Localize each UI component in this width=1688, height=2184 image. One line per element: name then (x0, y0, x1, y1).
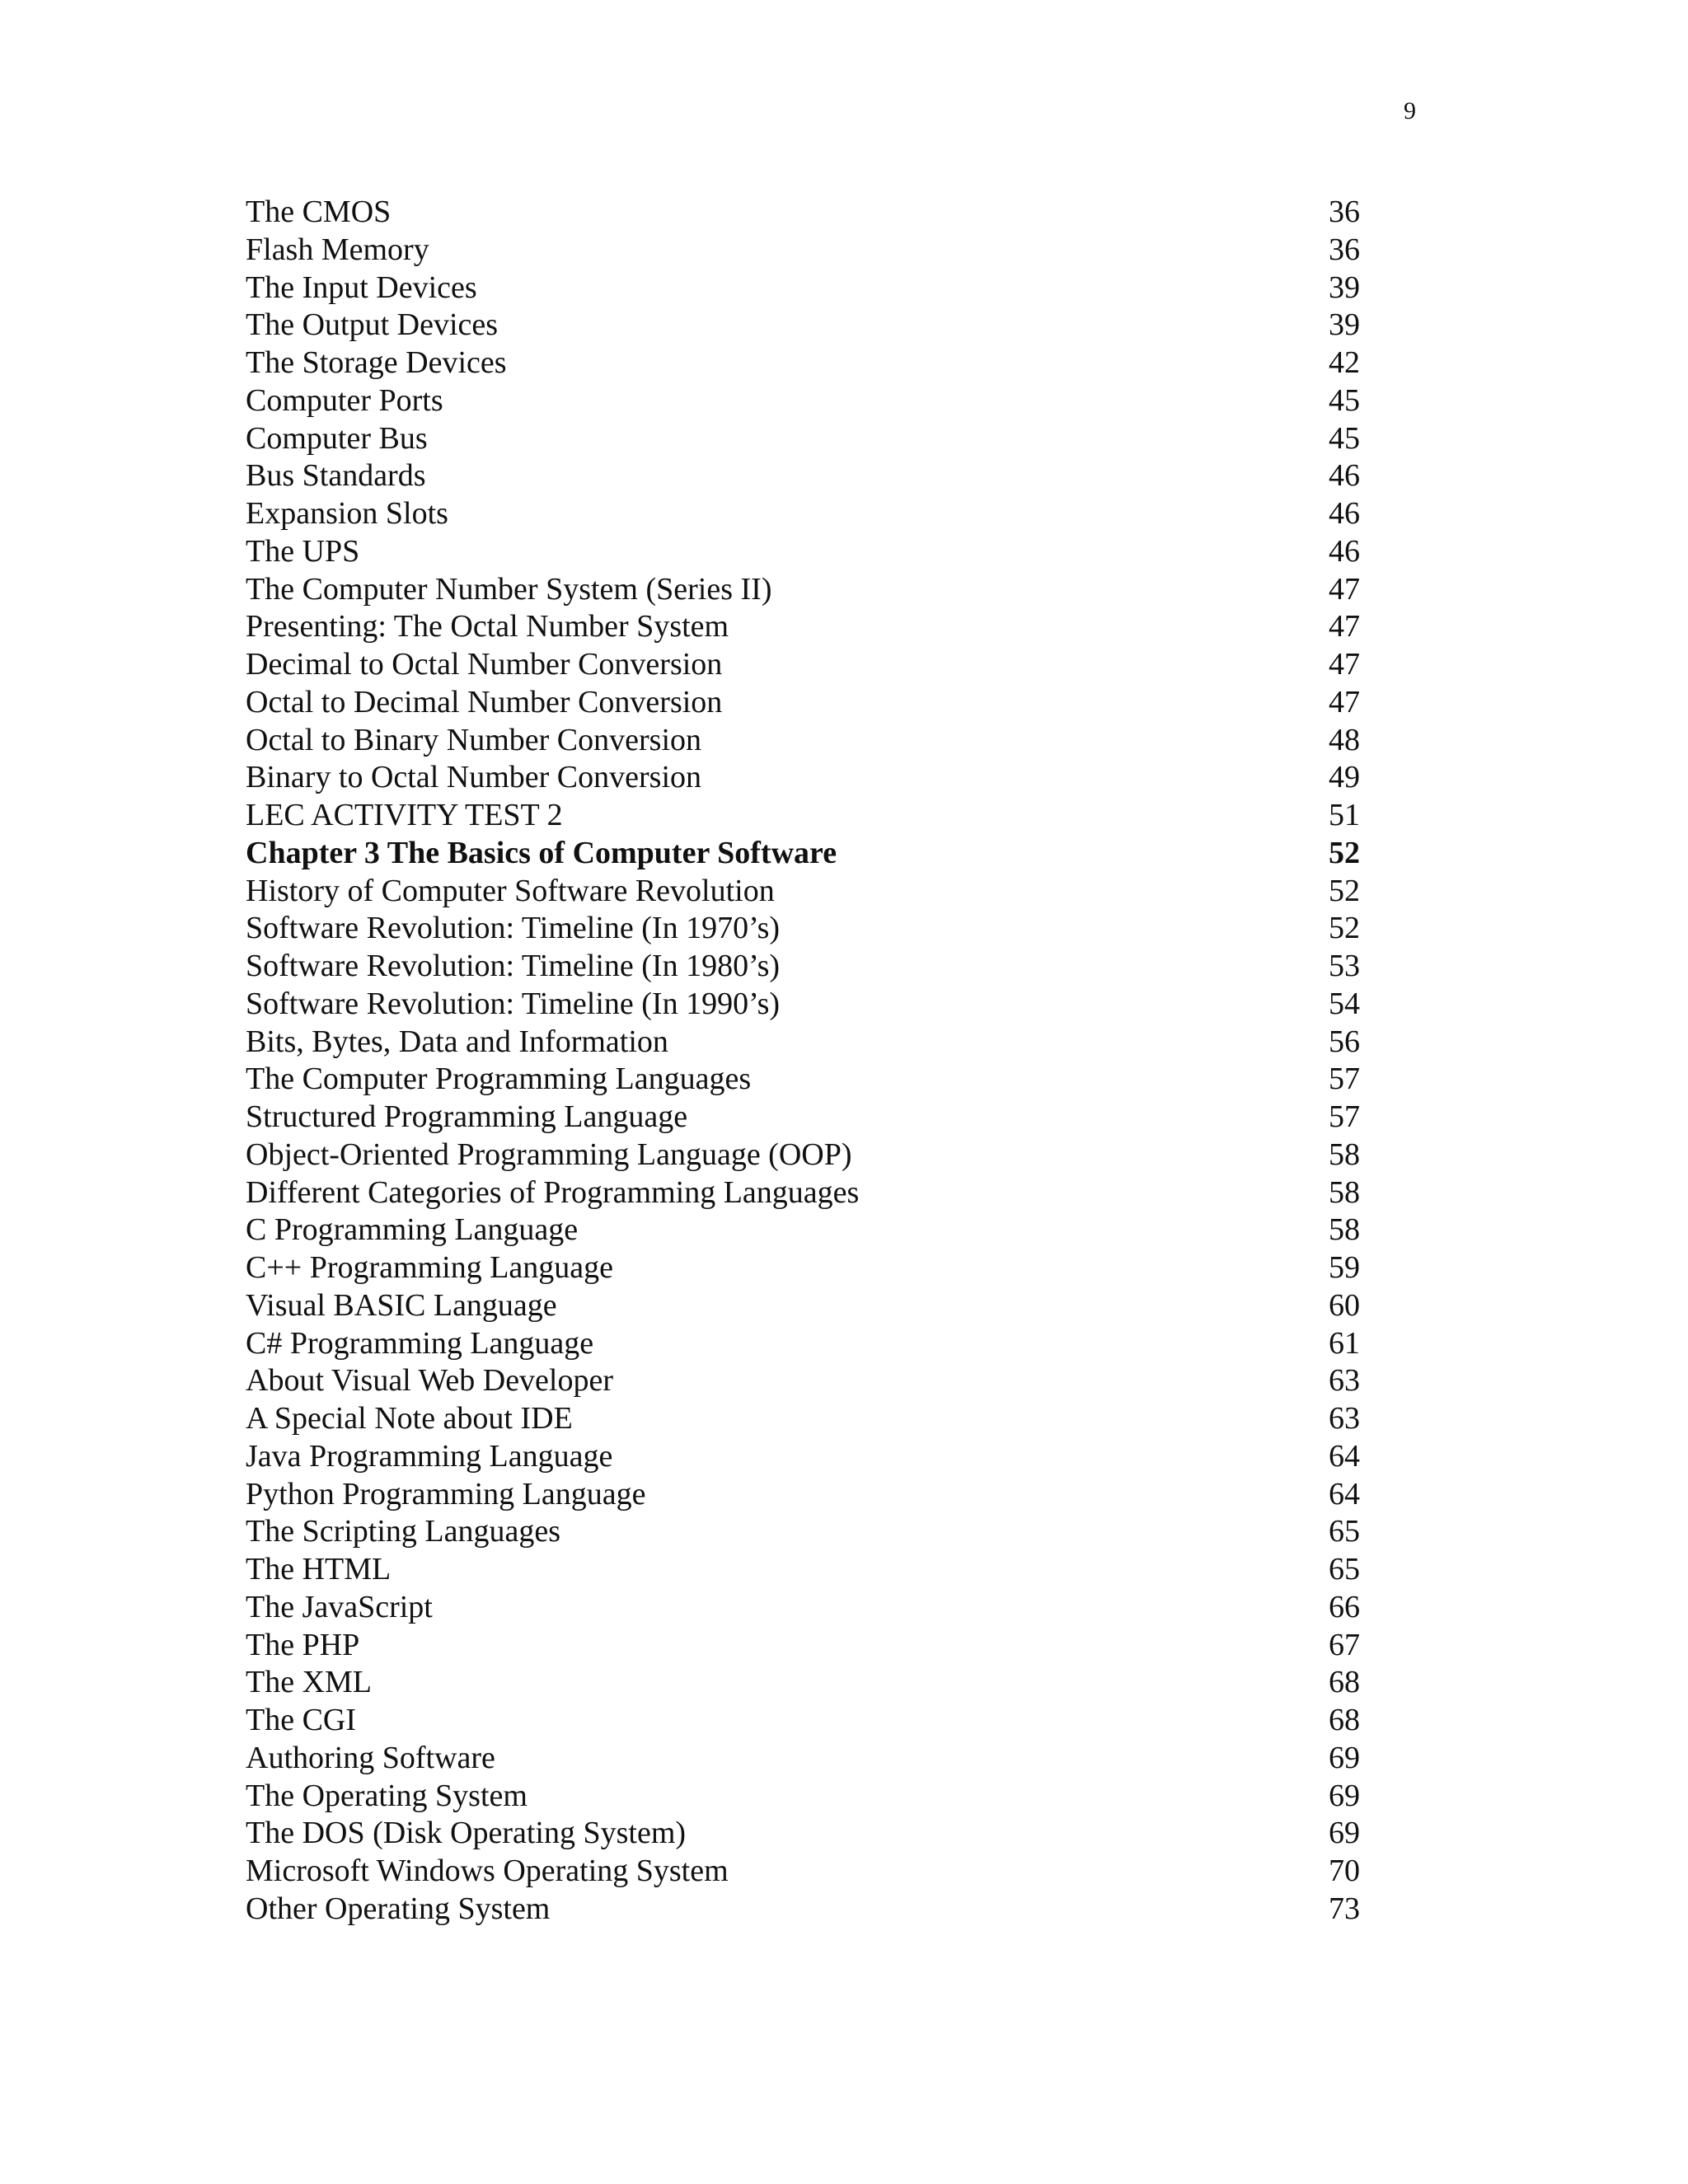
toc-entry-title: The PHP (246, 1627, 360, 1662)
toc-entry (246, 1513, 1360, 1551)
toc-entry (246, 1853, 1360, 1891)
toc-entry-title: Presenting: The Octal Number System (246, 609, 729, 644)
toc-entry-page: 46 (1329, 496, 1360, 531)
toc-entry (246, 457, 1360, 495)
toc-entry-page: 58 (1329, 1137, 1360, 1172)
toc-entry-page: 70 (1329, 1854, 1360, 1888)
toc-entry-title: The UPS (246, 533, 360, 569)
toc-entry-page: 53 (1329, 949, 1360, 983)
toc-entry-title: C# Programming Language (246, 1325, 594, 1361)
toc-entry (246, 722, 1360, 760)
toc-entry-page: 60 (1329, 1287, 1360, 1323)
toc-entry (246, 382, 1360, 420)
toc-entry-title: Octal to Binary Number Conversion (246, 722, 702, 757)
toc-entry-page: 61 (1329, 1325, 1360, 1361)
toc-entry-page: 69 (1329, 1816, 1360, 1851)
toc-entry-page: 47 (1329, 609, 1360, 644)
toc-entry (246, 684, 1360, 722)
toc-entry-title: History of Computer Software Revolution (246, 873, 775, 908)
toc-entry-title: C++ Programming Language (246, 1250, 613, 1285)
toc-entry-title: Binary to Octal Number Conversion (246, 760, 702, 795)
toc-entry-title: Object-Oriented Programming Language (OOP) (246, 1137, 852, 1172)
toc-entry-title: Visual BASIC Language (246, 1287, 557, 1323)
toc-entry (246, 1778, 1360, 1816)
toc-entry (246, 1287, 1360, 1325)
toc-entry-title: Computer Ports (246, 382, 443, 418)
toc-entry-page: 39 (1329, 269, 1360, 305)
toc-entry-page: 69 (1329, 1740, 1360, 1775)
toc-entry-title: The DOS (Disk Operating System) (246, 1816, 687, 1851)
toc-entry (246, 495, 1360, 533)
toc-entry-title: The Scripting Languages (246, 1514, 561, 1549)
toc-entry (246, 1438, 1360, 1476)
toc-entry-page: 63 (1329, 1363, 1360, 1399)
toc-entry-title: Authoring Software (246, 1740, 495, 1775)
toc-entry-page: 68 (1329, 1703, 1360, 1737)
toc-entry-title: C Programming Language (246, 1212, 579, 1248)
toc-entry-title: Chapter 3 The Basics of Computer Software (246, 835, 837, 870)
table-of-contents (246, 194, 1360, 1929)
toc-entry-title: Expansion Slots (246, 496, 448, 531)
toc-entry-title: Structured Programming Language (246, 1099, 688, 1134)
toc-entry (246, 759, 1360, 797)
toc-entry (246, 1099, 1360, 1137)
toc-entry-title: The Computer Number System (Series II) (246, 571, 772, 607)
toc-entry (246, 1061, 1360, 1099)
toc-entry (246, 571, 1360, 609)
toc-entry-page: 46 (1329, 533, 1360, 569)
toc-entry (246, 1702, 1360, 1740)
toc-entry-page: 58 (1329, 1212, 1360, 1248)
toc-entry-title: The HTML (246, 1552, 392, 1586)
toc-entry (246, 232, 1360, 269)
toc-entry-title: A Special Note about IDE (246, 1401, 573, 1436)
toc-entry (246, 948, 1360, 986)
toc-entry (246, 1740, 1360, 1778)
toc-entry-page: 59 (1329, 1250, 1360, 1285)
toc-entry (246, 1589, 1360, 1627)
toc-entry-page: 57 (1329, 1062, 1360, 1097)
toc-entry-page: 45 (1329, 382, 1360, 418)
toc-entry-page: 36 (1329, 194, 1360, 229)
toc-entry-page: 58 (1329, 1174, 1360, 1210)
toc-entry-page: 36 (1329, 232, 1360, 267)
toc-entry-page: 42 (1329, 345, 1360, 380)
toc-entry-title: The Output Devices (246, 307, 499, 343)
toc-entry (246, 1137, 1360, 1174)
toc-entry-page: 45 (1329, 420, 1360, 456)
toc-entry-title: LEC ACTIVITY TEST 2 (246, 798, 563, 832)
toc-entry-page: 68 (1329, 1665, 1360, 1700)
toc-entry (246, 646, 1360, 684)
toc-entry (246, 1325, 1360, 1363)
toc-entry (246, 1627, 1360, 1665)
toc-entry (246, 1024, 1360, 1062)
toc-entry-page: 47 (1329, 647, 1360, 682)
toc-entry (246, 420, 1360, 458)
toc-entry-title: The Storage Devices (246, 345, 507, 380)
toc-entry (246, 797, 1360, 835)
toc-entry-page: 49 (1329, 760, 1360, 795)
toc-entry-title: Software Revolution: Timeline (In 1990’s) (246, 986, 781, 1021)
toc-entry-title: Python Programming Language (246, 1476, 646, 1511)
toc-entry-title: The CGI (246, 1703, 357, 1737)
toc-entry-title: The Computer Programming Languages (246, 1062, 752, 1097)
toc-entry (246, 269, 1360, 307)
toc-entry-page: 52 (1329, 911, 1360, 946)
toc-entry (246, 1815, 1360, 1853)
toc-entry (246, 910, 1360, 948)
toc-entry-title: The Input Devices (246, 269, 477, 305)
toc-entry-page: 54 (1329, 986, 1360, 1021)
toc-entry-title: Software Revolution: Timeline (In 1980’s) (246, 949, 781, 983)
toc-entry-page: 69 (1329, 1778, 1360, 1813)
toc-entry-page: 73 (1329, 1891, 1360, 1926)
toc-entry (246, 533, 1360, 571)
toc-entry-page: 65 (1329, 1514, 1360, 1549)
toc-entry-page: 51 (1329, 798, 1360, 832)
toc-entry-title: Different Categories of Programming Languages (246, 1174, 860, 1210)
toc-entry-title: The JavaScript (246, 1589, 433, 1624)
toc-entry (246, 1476, 1360, 1514)
toc-entry-page: 46 (1329, 458, 1360, 494)
toc-entry-page: 39 (1329, 307, 1360, 343)
toc-entry (246, 194, 1360, 232)
toc-entry (246, 1891, 1360, 1929)
toc-entry-page: 66 (1329, 1589, 1360, 1624)
toc-entry (246, 1551, 1360, 1589)
toc-entry-title: Other Operating System (246, 1891, 551, 1926)
toc-chapter-heading (246, 835, 1360, 873)
toc-entry-title: Software Revolution: Timeline (In 1970’s) (246, 911, 781, 946)
toc-entry (246, 1212, 1360, 1249)
toc-entry-page: 47 (1329, 571, 1360, 607)
toc-entry-title: Bits, Bytes, Data and Information (246, 1024, 668, 1059)
toc-entry (246, 873, 1360, 911)
toc-entry-page: 64 (1329, 1438, 1360, 1474)
toc-entry-title: The CMOS (246, 194, 392, 229)
toc-entry (246, 1174, 1360, 1212)
toc-entry-title: Computer Bus (246, 420, 428, 456)
toc-entry-page: 65 (1329, 1552, 1360, 1586)
toc-entry (246, 1362, 1360, 1400)
toc-entry (246, 1664, 1360, 1702)
toc-entry-title: About Visual Web Developer (246, 1363, 613, 1399)
toc-entry-page: 48 (1329, 722, 1360, 757)
toc-entry-page: 47 (1329, 684, 1360, 719)
toc-entry (246, 608, 1360, 646)
toc-entry-title: Bus Standards (246, 458, 426, 494)
toc-entry (246, 986, 1360, 1024)
toc-entry (246, 307, 1360, 344)
toc-entry (246, 1249, 1360, 1287)
toc-entry (246, 1400, 1360, 1438)
toc-entry-title: Java Programming Language (246, 1438, 613, 1474)
toc-entry-page: 63 (1329, 1401, 1360, 1436)
toc-entry-title: Octal to Decimal Number Conversion (246, 684, 723, 719)
toc-entry-title: Microsoft Windows Operating System (246, 1854, 729, 1888)
toc-entry (246, 344, 1360, 382)
page-number: 9 (1404, 97, 1416, 124)
toc-entry-title: The Operating System (246, 1778, 528, 1813)
toc-entry-page: 52 (1329, 873, 1360, 908)
toc-entry-page: 56 (1329, 1024, 1360, 1059)
toc-entry-page: 52 (1329, 835, 1360, 870)
toc-entry-page: 57 (1329, 1099, 1360, 1134)
toc-entry-title: Flash Memory (246, 232, 429, 267)
toc-entry-page: 67 (1329, 1627, 1360, 1662)
toc-entry-title: Decimal to Octal Number Conversion (246, 647, 723, 682)
toc-entry-title: The XML (246, 1665, 373, 1700)
toc-entry-page: 64 (1329, 1476, 1360, 1511)
